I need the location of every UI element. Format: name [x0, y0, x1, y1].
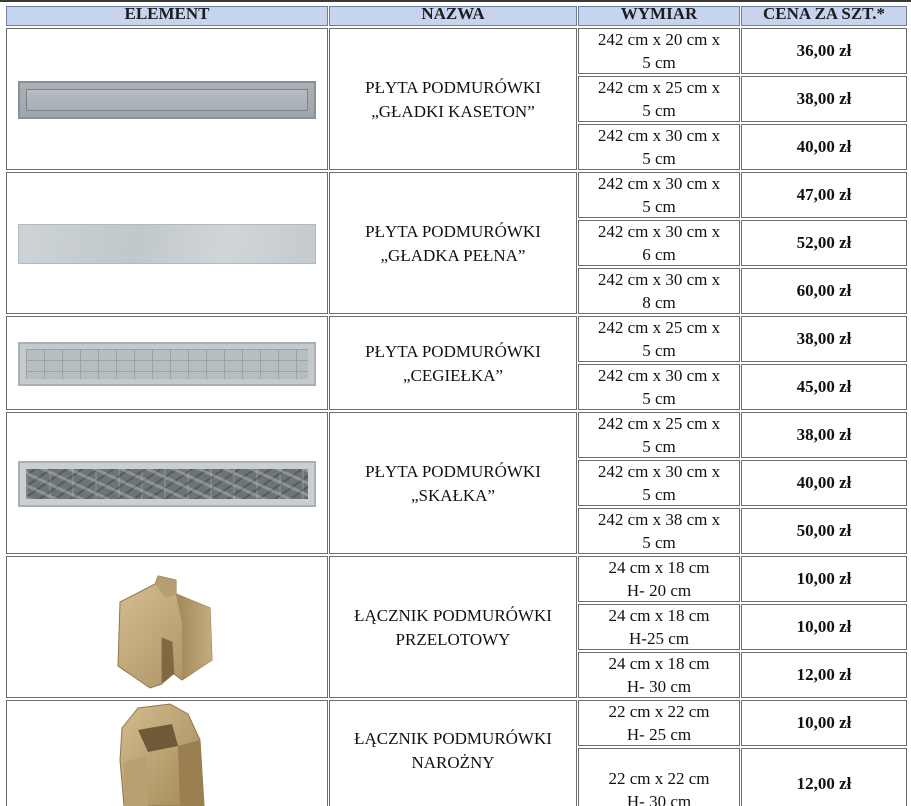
- product-name: PŁYTA PODMURÓWKI „SKAŁKA”: [329, 412, 577, 554]
- slab-kaseton-image: [18, 81, 316, 119]
- product-name: PŁYTA PODMURÓWKI „CEGIEŁKA”: [329, 316, 577, 410]
- dimension-cell: 242 cm x 25 cm x 5 cm: [578, 76, 740, 122]
- dimension-cell: 242 cm x 30 cm x 5 cm: [578, 172, 740, 218]
- slab-cegielka-image: [18, 342, 316, 386]
- slab-gladka-image: [18, 224, 316, 264]
- product-name: ŁĄCZNIK PODMURÓWKI PRZELOTOWY: [329, 556, 577, 698]
- dimension-cell: 242 cm x 30 cm x 5 cm: [578, 364, 740, 410]
- price-cell: 10,00 zł: [741, 556, 907, 602]
- price-cell: 10,00 zł: [741, 700, 907, 746]
- dimension-cell: 22 cm x 22 cm H- 25 cm: [578, 700, 740, 746]
- dimension-cell: 24 cm x 18 cm H-25 cm: [578, 604, 740, 650]
- price-cell: 50,00 zł: [741, 508, 907, 554]
- price-cell: 45,00 zł: [741, 364, 907, 410]
- dimension-cell: 242 cm x 30 cm x 6 cm: [578, 220, 740, 266]
- dimension-cell: 24 cm x 18 cm H- 30 cm: [578, 652, 740, 698]
- connector-przelotowy-image: [110, 572, 220, 690]
- dimension-cell: 242 cm x 30 cm x 8 cm: [578, 268, 740, 314]
- header-wymiar: WYMIAR: [578, 6, 740, 26]
- dimension-cell: 242 cm x 30 cm x 5 cm: [578, 124, 740, 170]
- dimension-cell: 242 cm x 20 cm x 5 cm: [578, 28, 740, 74]
- price-cell: 40,00 zł: [741, 460, 907, 506]
- price-cell: 36,00 zł: [741, 28, 907, 74]
- slab-skalka-image: [18, 461, 316, 507]
- price-cell: 38,00 zł: [741, 412, 907, 458]
- price-cell: 38,00 zł: [741, 316, 907, 362]
- dimension-cell: 24 cm x 18 cm H- 20 cm: [578, 556, 740, 602]
- dimension-cell: 242 cm x 25 cm x 5 cm: [578, 412, 740, 458]
- price-cell: 60,00 zł: [741, 268, 907, 314]
- price-cell: 12,00 zł: [741, 652, 907, 698]
- header-cena: CENA ZA SZT.*: [741, 6, 907, 26]
- top-border: [0, 0, 911, 2]
- dimension-cell: 242 cm x 30 cm x 5 cm: [578, 460, 740, 506]
- product-name: ŁĄCZNIK PODMURÓWKI NAROŻNY: [329, 700, 577, 806]
- product-name: PŁYTA PODMURÓWKI „GŁADKI KASETON”: [329, 28, 577, 170]
- price-cell: 12,00 zł: [741, 748, 907, 806]
- connector-narozny-image: [108, 700, 218, 806]
- dimension-cell: 242 cm x 25 cm x 5 cm: [578, 316, 740, 362]
- dimension-cell: 22 cm x 22 cm H- 30 cm: [578, 748, 740, 806]
- header-nazwa: NAZWA: [329, 6, 577, 26]
- dimension-cell: 242 cm x 38 cm x 5 cm: [578, 508, 740, 554]
- price-cell: 38,00 zł: [741, 76, 907, 122]
- header-element: ELEMENT: [6, 6, 328, 26]
- price-cell: 40,00 zł: [741, 124, 907, 170]
- price-cell: 47,00 zł: [741, 172, 907, 218]
- product-name: PŁYTA PODMURÓWKI „GŁADKA PEŁNA”: [329, 172, 577, 314]
- price-cell: 10,00 zł: [741, 604, 907, 650]
- price-cell: 52,00 zł: [741, 220, 907, 266]
